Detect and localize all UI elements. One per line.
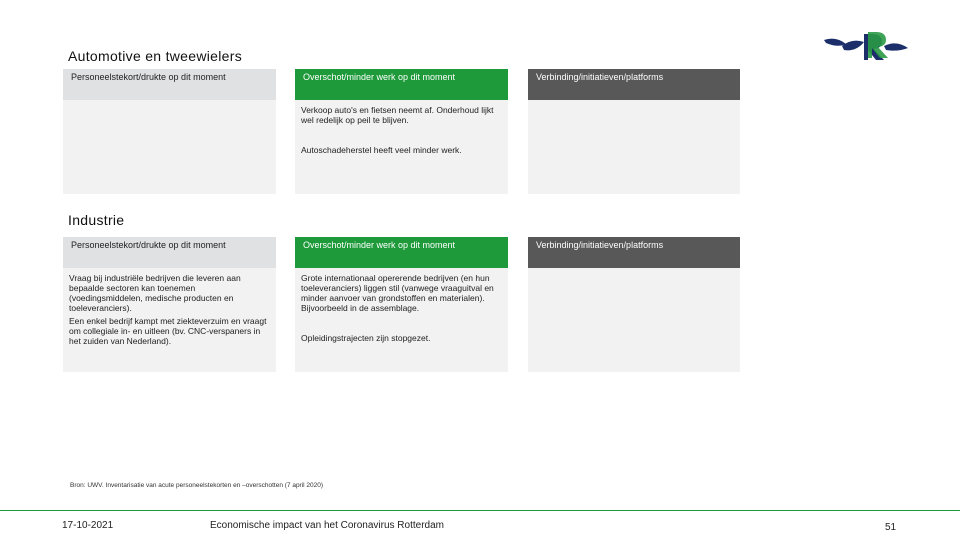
column-header: Verbinding/initiatieven/platforms (528, 69, 740, 100)
column-surplus-industrie (295, 237, 508, 372)
column-header: Personeelstekort/drukte op dit moment (63, 237, 276, 268)
section-title-industrie: Industrie (68, 212, 125, 228)
footer-date: 17-10-2021 (62, 520, 114, 531)
column-connection-automotive (528, 69, 740, 194)
column-header: Overschot/minder werk op dit moment (295, 69, 508, 100)
column-surplus-automotive (295, 69, 508, 194)
column-header: Personeelstekort/drukte op dit moment (63, 69, 276, 100)
column-body (63, 100, 276, 194)
body-paragraph: Vraag bij industriële bedrijven die leveren aan bepaalde sectoren kan toenemen (voedingsmiddelen, medische producten en toeleveranciers). (69, 273, 241, 313)
column-shortage-industrie (63, 237, 276, 372)
column-header: Verbinding/initiatieven/platforms (528, 237, 740, 268)
column-body (63, 268, 276, 372)
column-body (528, 268, 740, 372)
body-paragraph: Opleidingstrajecten zijn stopgezet. (301, 333, 431, 343)
column-body (528, 100, 740, 194)
body-paragraph: Grote internationaal opererende bedrijven (en hun toeleveranciers) liggen stil (vanwege vraaguitval en minder aanvoer van grondstoffen en materialen). Bijvoorbeeld in de assemblage. (301, 273, 494, 313)
page-number: 51 (885, 522, 897, 533)
column-header: Overschot/minder werk op dit moment (295, 237, 508, 268)
source-note: Bron: UWV. Inventarisatie van acute personeelstekorten en –overschotten (7 april 2020) (70, 482, 324, 489)
section-title-automotive: Automotive en tweewielers (68, 48, 243, 64)
body-paragraph: Autoschadeherstel heeft veel minder werk. (301, 145, 462, 155)
column-body (295, 100, 508, 194)
rotterdam-logo (822, 28, 910, 64)
body-paragraph: Een enkel bedrijf kampt met ziekteverzuim en vraagt om collegiale in- en uitleen (bv. CNC-verspaners in het zuiden van Nederland). (69, 316, 267, 346)
footer-divider (0, 510, 960, 511)
column-connection-industrie (528, 237, 740, 372)
body-paragraph: Verkoop auto's en fietsen neemt af. Onderhoud lijkt wel redelijk op peil te blijven. (301, 105, 494, 125)
footer-title: Economische impact van het Coronavirus Rotterdam (210, 520, 444, 531)
column-shortage-automotive (63, 69, 276, 194)
column-body (295, 268, 508, 372)
